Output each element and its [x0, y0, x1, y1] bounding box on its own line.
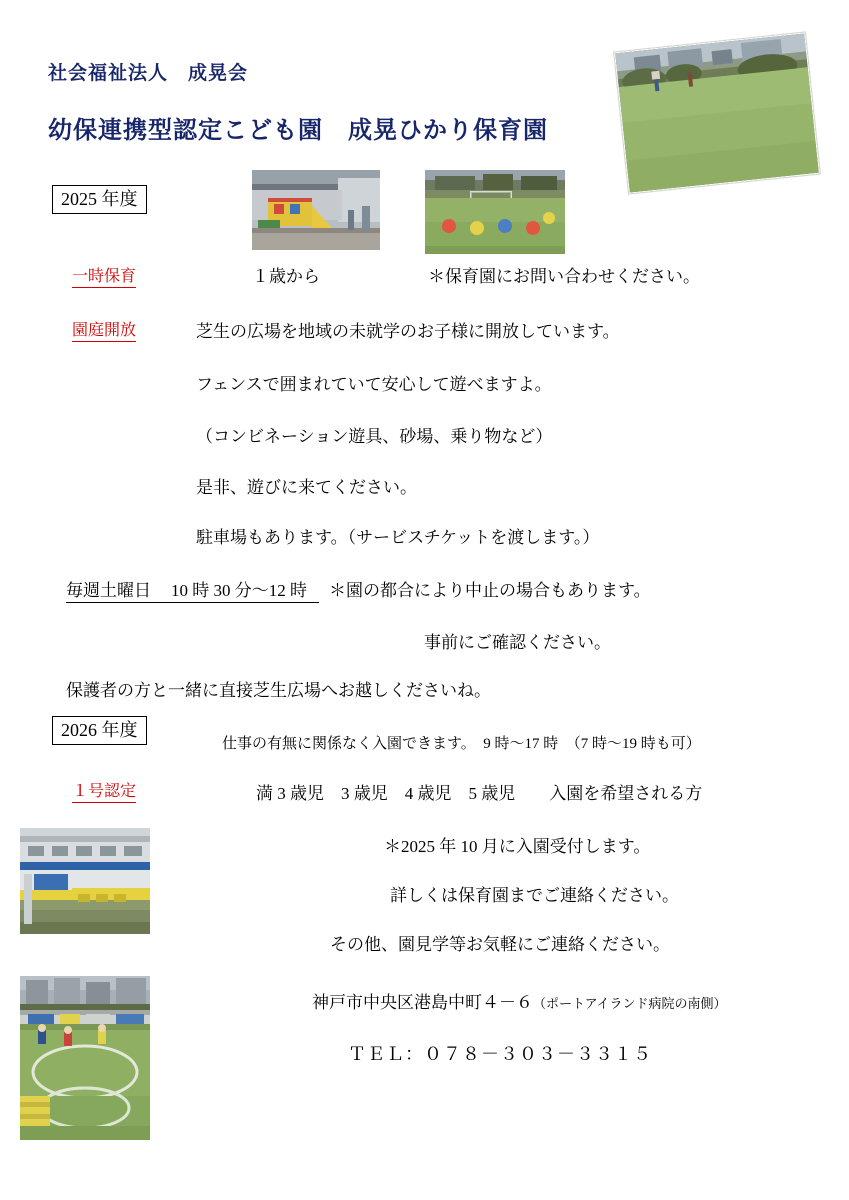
lawn-field-tilted-photo [614, 32, 820, 193]
schedule-confirm-note: 事前にご確認ください。 [424, 633, 611, 652]
year-2025-label: 2025 年度 [52, 185, 147, 214]
work-note: 仕事の有無に関係なく入園できます。 9 時〜17 時 （7 時〜19 時も可） [222, 736, 701, 752]
organization-name: 社会福祉法人 成晃会 [48, 63, 249, 84]
address-sub: （ポートアイランド病院の南側） [533, 996, 727, 1011]
temporary-care-label: 一時保育 [72, 268, 136, 288]
october-note: ＊2025 年 10 月に入園受付します。 [384, 837, 651, 856]
address [312, 988, 726, 1013]
schedule-time: 10 時 30 分〜12 時 [151, 581, 319, 603]
page-title: 幼保連携型認定こども園 成晃ひかり保育園 [48, 118, 548, 144]
yard-opening-line-4: 是非、遊びに来てください。 [196, 478, 417, 497]
detail-note: 詳しくは保育園までご連絡ください。 [390, 886, 679, 905]
yard-opening-label: 園庭開放 [72, 322, 136, 342]
playground-equipment-photo [252, 170, 380, 250]
telephone: ＴＥＬ：０７８－３０３－３３１５ [348, 1044, 652, 1064]
other-note: その他、園見学等お気軽にご連絡ください。 [330, 935, 670, 954]
schedule-note: ＊園の都合により中止の場合もあります。 [329, 581, 651, 600]
address-main: 神戸市中央区港島中町４－６ [312, 993, 533, 1012]
certification-line: 満 3 歳児 3 歳児 4 歳児 5 歳児 入園を希望される方 [256, 784, 703, 803]
year-2026-label: 2026 年度 [52, 716, 147, 745]
sports-field-photo [425, 170, 565, 254]
yard-opening-line-5: 駐車場もあります。（サービスチケットを渡します。） [196, 528, 600, 547]
yard-opening-line-1: 芝生の広場を地域の未就学のお子様に開放しています。 [196, 322, 620, 341]
yard-opening-schedule [66, 581, 651, 601]
schedule-day: 毎週土曜日 [66, 581, 151, 603]
yard-opening-line-3: （コンビネーション遊具、砂場、乗り物など） [196, 427, 553, 446]
temporary-care-note: ＊保育園にお問い合わせください。 [428, 267, 700, 286]
yard-opening-line-2: フェンスで囲まれていて安心して遊べますよ。 [196, 375, 552, 394]
certification-label: １号認定 [72, 783, 136, 803]
nursery-yard-photo [20, 976, 150, 1140]
temporary-care-age: １歳から [252, 267, 320, 286]
guardian-note: 保護者の方と一緒に直接芝生広場へお越しくださいね。 [66, 681, 491, 700]
nursery-building-photo [20, 828, 150, 934]
